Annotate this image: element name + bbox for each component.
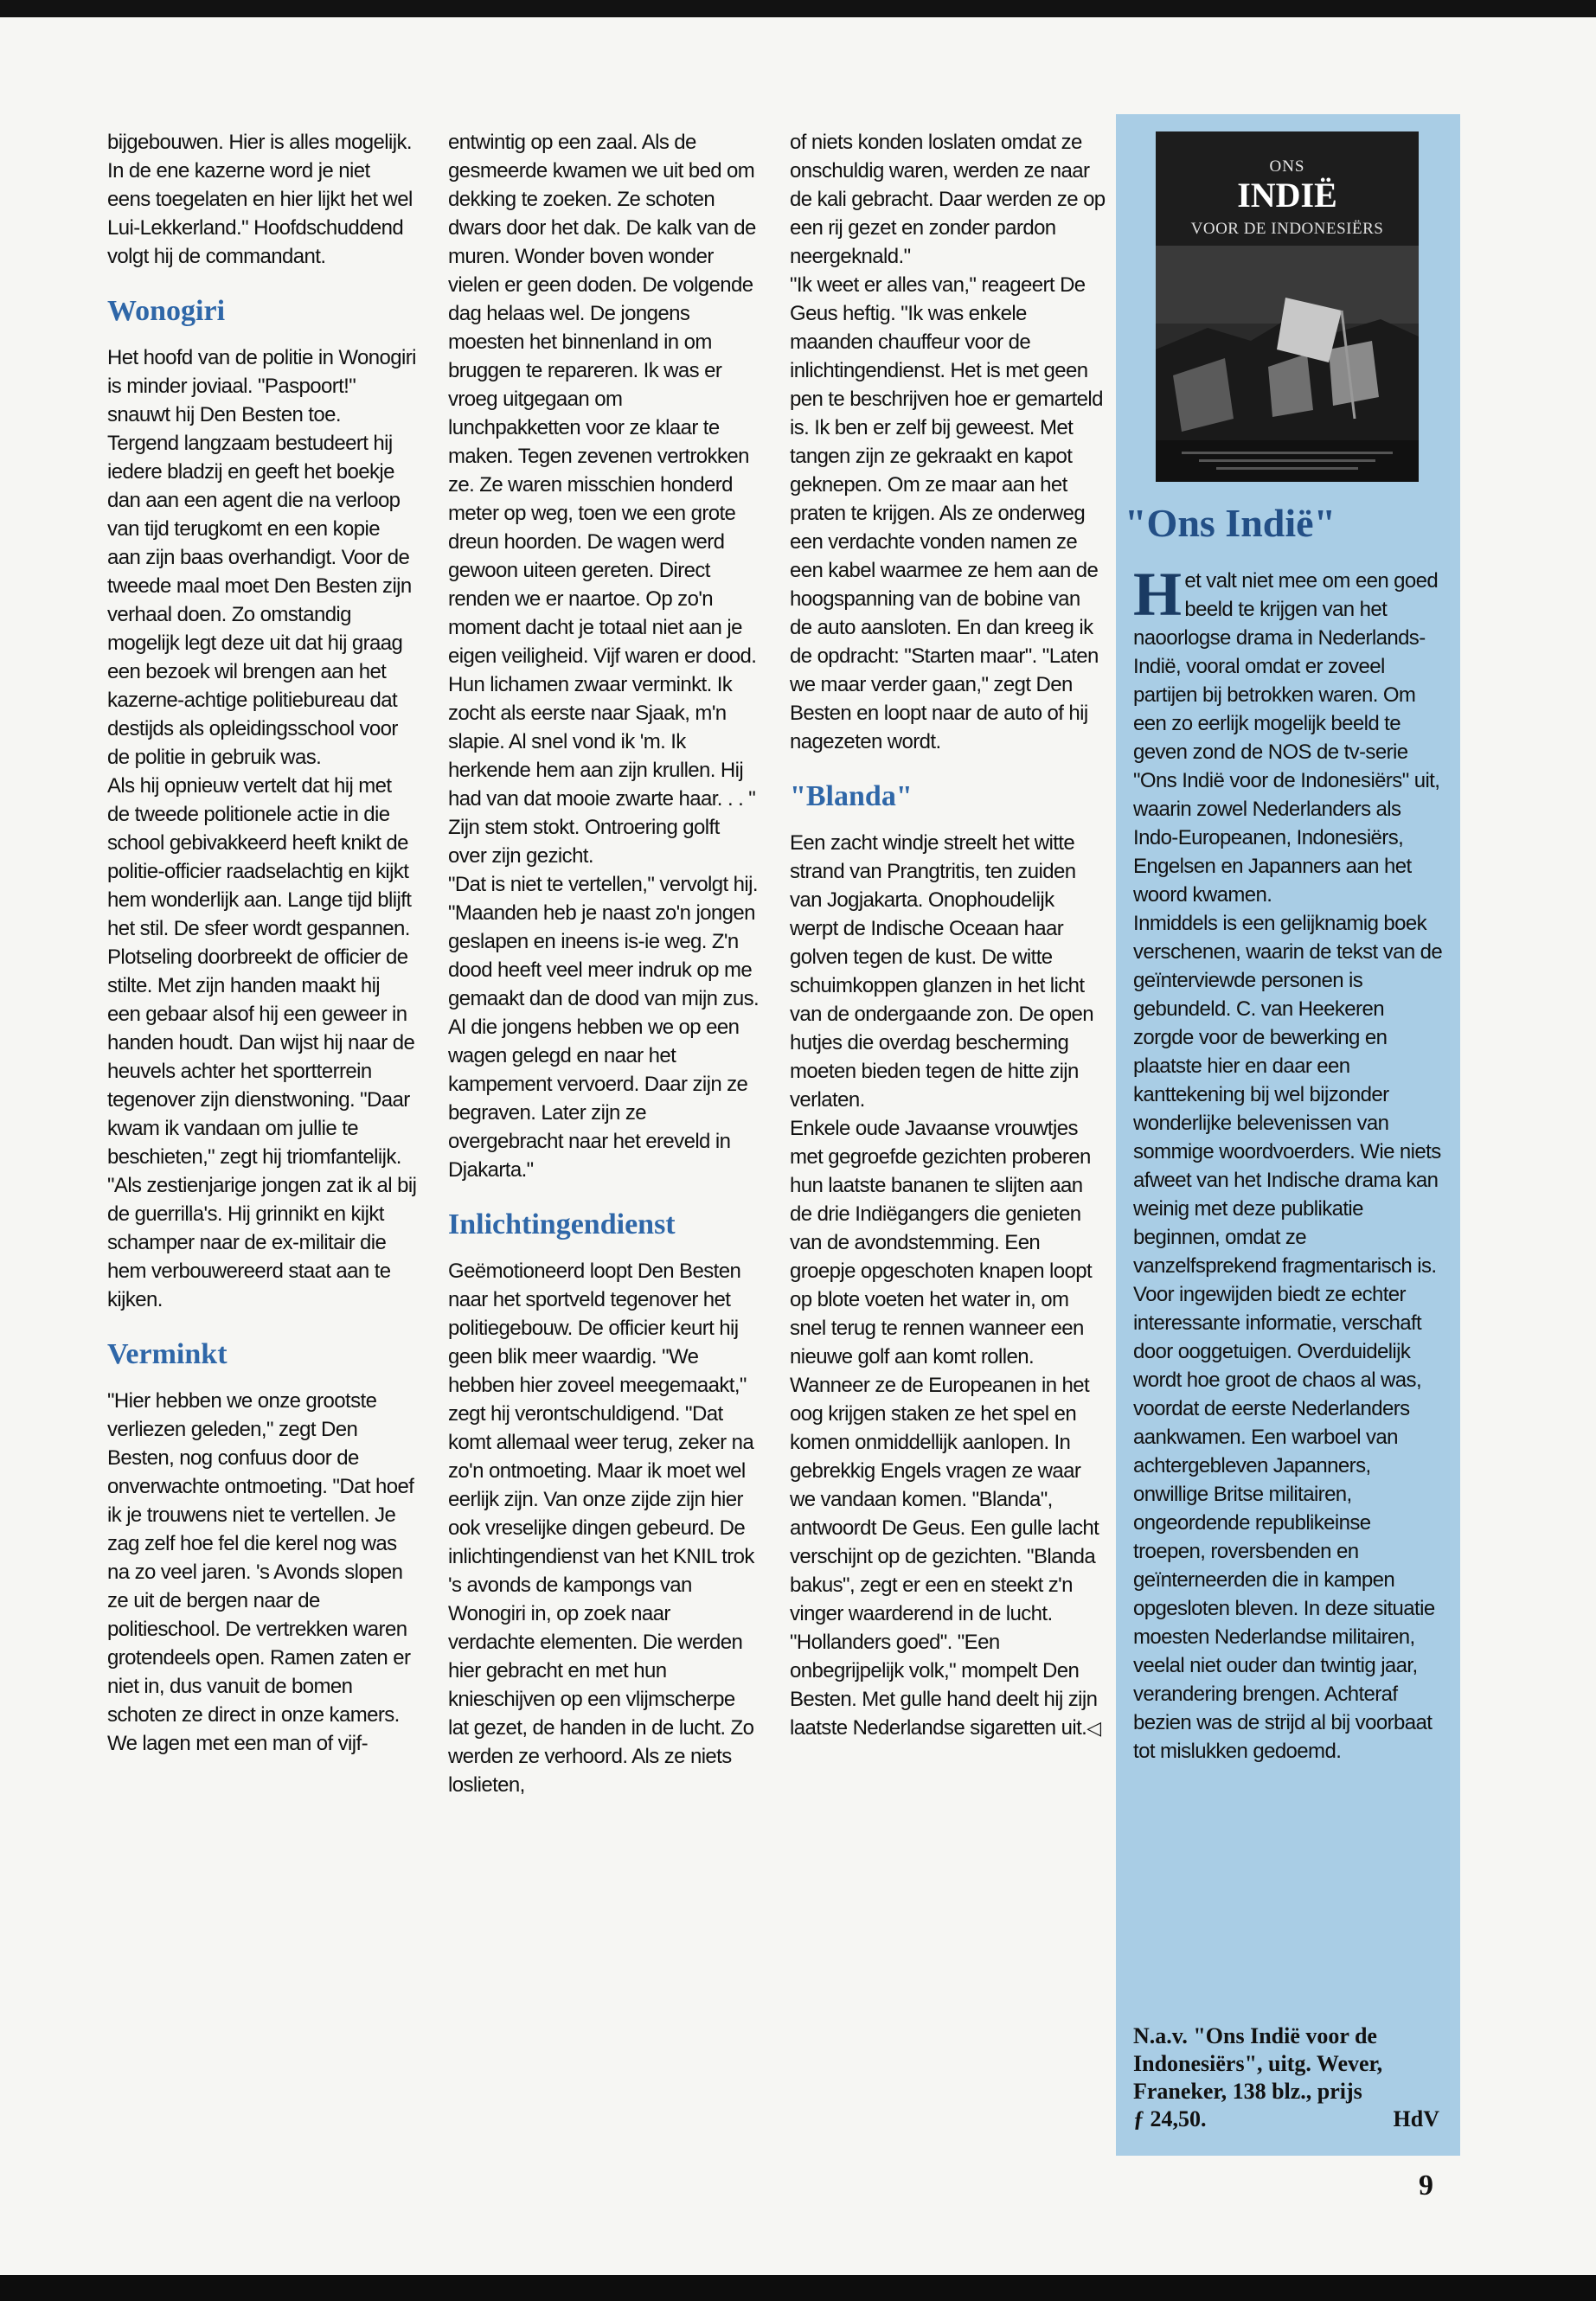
credit-line-price [1133, 2106, 1439, 2133]
section-heading-verminkt: Verminkt [107, 1338, 228, 1370]
paragraph: "Hier hebben we onze grootste verliezen geleden," zegt Den Besten, nog confuus door de onverwachte ontmoeting. "Dat hoef ik je trouwens niet te vertellen. Je zag zelf hoe fel die kerel nog was na zo veel jaren. 's Avonds slopen ze uit de bergen naar de politieschool. De vertrekken waren grotendeels open. Ramen zaten er niet in, dus vanuit de bomen schoten ze direct in onze kamers. We lagen met een man of vijf- [107, 1389, 414, 1755]
paragraph: Een zacht windje streelt het witte strand van Prangtritis, ten zuiden van Jogjakarta. Onophoudelijk werpt de Indische Oceaan haar golven tegen de kust. De witte schuimkoppen glanzen in het licht van de ondergaande zon. De open hutjes die overdag bescherming moeten bieden tegen de hitte zijn verlaten. [790, 831, 1094, 1112]
column-3 [790, 128, 1106, 1742]
section-heading-blanda: "Blanda" [790, 780, 913, 812]
scan-bottom-edge [0, 2275, 1596, 2301]
sidebar-title: "Ons Indië" [1125, 501, 1336, 545]
page-number: 9 [1419, 2170, 1433, 2202]
paragraph: Het hoofd van de politie in Wonogiri is minder joviaal. "Paspoort!" snauwt hij Den Besten toe. Tergend langzaam bestudeert hij iedere bladzij en geeft het boekje dan aan een agent die na verloop van tijd terugkomt en een kopie aan zijn baas overhandigt. Voor de tweede maal moet Den Besten zijn verhaal doen. Zo omstandig mogelijk legt deze uit dat hij graag een bezoek wil brengen aan het kazerne-achtige politiebureau dat destijds als opleidingsschool voor de politie in gebruik was. [107, 346, 416, 769]
sidebar-body [1133, 560, 1446, 1766]
sidebar-paragraph: Inmiddels is een gelijknamig boek verschenen, waarin de tekst van de geïnterviewde personen is gebundeld. C. van Heekeren zorgde voor de bewerking en plaatste hier en daar een kanttekening bij wel bijzonder wonderlijke belevenissen van sommige woordvoerders. Wie niets afweet van het Indische drama kan weinig met deze publikatie beginnen, omdat ze vanzelfsprekend fragmentarisch is. Voor ingewijden biedt ze echter interessante informatie, verschaft door ooggetuigen. Overduidelijk wordt hoe groot de chaos al was, voordat de eerste Nederlanders aankwamen. Een warboel van achtergebleven Japanners, onwillige Britse militairen, ongeordende republikeinse troepen, roversbenden en geïnterneerden die in kampen opgesloten bleven. In deze situatie moesten Nederlandse militairen, veelal niet ouder dan twintig jaar, verandering brengen. Achteraf bezien was de strijd al bij voorbaat tot mislukken gedoemd. [1133, 912, 1443, 1763]
book-cover-subtitle: VOOR DE INDONESIËRS [1190, 220, 1384, 238]
end-of-article-icon: ◁ [1086, 1717, 1101, 1739]
paragraph: "Ik weet er alles van," reageert De Geus heftig. "Ik was enkele maanden chauffeur voor de inlichtingendienst. Het is met geen pen te beschrijven hoe er gemarteld is. Ik ben er zelf bij geweest. Met tangen zijn ze gekraakt en kapot geknepen. Om ze maar aan het praten te krijgen. Als ze onderweg een verdachte vonden namen ze een kabel waarmee ze hem aan de hoogspanning van de bobine van de auto aansloten. En dan kreeg ik de opdracht: "Starten maar". "Laten we maar verder gaan," zegt Den Besten en loopt naar de auto of hij nagezeten wordt. [790, 273, 1103, 753]
paragraph-text: Enkele oude Javaanse vrouwtjes met gegroefde gezichten proberen hun laatste bananen te slijten aan de drie Indiëgangers die genieten van de avondstemming. Een groepje opgeschoten knapen loopt op blote voeten het water in, om snel terug te rennen wanneer een nieuwe golf aan komt rollen. Wanneer ze de Europeanen in het oog krijgen staken ze het spel en komen onmiddellijk aanlopen. In gebrekkig Engels vragen ze waar we vandaan komen. "Blanda", antwoordt De Geus. Een gulle lacht verschijnt op de gezichten. "Blanda bakus", zegt er een en steekt z'n vinger waarderend in de lucht. "Hollanders goed". "Een onbegrijpelijk volk," mompelt Den Besten. Met gulle hand deelt hij zijn laatste Nederlandse sigaretten uit. [790, 1117, 1099, 1740]
sidebar-paragraph: et valt niet mee om een goed beeld te krijgen van het naoorlogse drama in Nederlands-Indië, vooral omdat er zoveel partijen bij betrokken waren. Om een zo eerlijk mogelijk beeld te geven zond de NOS de tv-serie "Ons Indië voor de Indonesiërs" uit, waarin zowel Nederlanders als Indo-Europeanen, Indonesiërs, Engelsen en Japanners aan het woord kwamen. [1133, 569, 1440, 907]
book-cover-photo [1156, 246, 1419, 482]
book-cover-title-top: ONS [1269, 157, 1305, 176]
credit-price: ƒ 24,50. [1133, 2106, 1207, 2131]
drop-cap: H [1133, 560, 1182, 629]
book-credit [1133, 2022, 1439, 2133]
credit-line: N.a.v. "Ons Indië voor de [1133, 2023, 1377, 2048]
book-cover-title-main: INDIË [1237, 176, 1337, 215]
credit-line: Franeker, 138 blz., prijs [1133, 2079, 1362, 2104]
credit-line: Indonesiërs", uitg. Wever, [1133, 2051, 1383, 2076]
paragraph: Als hij opnieuw vertelt dat hij met de tweede politionele actie in die school gebivakkeerd heeft knikt de politie-officier raadselachtig en kijkt hem wonderlijk aan. Lange tijd blijft het stil. De sfeer wordt gespannen. Plotseling doorbreekt de officier de stilte. Met zijn handen maakt hij een gebaar alsof hij een geweer in handen houdt. Dan wijst hij naar de heuvels achter het sportterrein tegenover zijn dienstwoning. "Daar kwam ik vandaan om jullie te beschieten," zegt hij triomfantelijk. "Als zestienjarige jongen zat ik al bij de guerrilla's. Hij grinnikt en kijkt schamper naar de ex-militair die hem verbouwereerd staat aan te kijken. [107, 774, 417, 1311]
column-1 [107, 128, 417, 1758]
paragraph: Geëmotioneerd loopt Den Besten naar het sportveld tegenover het politiegebouw. De officier keurt hij geen blik meer waardig. "We hebben hier zoveel meegemaakt," zegt hij verontschuldigend. "Dat komt allemaal weer terug, zeker na zo'n ontmoeting. Maar ik moet wel eerlijk zijn. Van onze zijde zijn hier ook vreselijke dingen gebeurd. De inlichtingendienst van het KNIL trok 's avonds de kampongs van Wonogiri in, op zoek naar verdachte elementen. Die werden hier gebracht en met hun knieschijven op een vlijmscherpe lat gezet, de handen in de lucht. Zo werden ze verhoord. Als ze niets loslieten, [448, 1259, 754, 1797]
paragraph: entwintig op een zaal. Als de gesmeerde kwamen we uit bed om dekking te zoeken. Ze schoten dwars door het dak. De kalk van de muren. Wonder boven wonder vielen er geen doden. De volgende dag helaas wel. De jongens moesten het binnenland in om bruggen te repareren. Ik was er vroeg uitgegaan om lunchpakketten voor ze klaar te maken. Tegen zevenen vertrokken ze. Ze waren misschien honderd meter op weg, toen we een grote dreun hoorden. De wagen werd gewoon uiteen gereten. Direct renden we er naartoe. Op zo'n moment dacht je totaal niet aan je eigen veiligheid. Vijf waren er dood. Hun lichamen zwaar verminkt. Ik zocht als eerste naar Sjaak, m'n slapie. Al snel vond ik 'm. Ik herkende hem aan zijn krullen. Hij had van dat mooie zwarte haar. . . " Zijn stem stokt. Ontroering golft over zijn gezicht. [448, 131, 757, 868]
paragraph: bijgebouwen. Hier is alles mogelijk. In de ene kazerne word je niet eens toegelaten en hier lijkt het wel Lui-Lekkerland." Hoofdschuddend volgt hij de commandant. [107, 131, 413, 268]
paragraph [790, 1114, 1106, 1742]
book-cover-image [1156, 131, 1419, 482]
scan-top-edge [0, 0, 1596, 17]
paragraph: "Dat is niet te vertellen," vervolgt hij. "Maanden heb je naast zo'n jongen geslapen en ineens is-ie weg. Z'n dood heeft veel meer indruk op me gemaakt dan de dood van mijn zus. Al die jongens hebben we op een wagen gelegd en naar het kampement vervoerd. Daar zijn ze begraven. Later zijn ze overgebracht naar het ereveld in Djakarta." [448, 873, 760, 1182]
column-2 [448, 128, 760, 1799]
section-heading-inlichtingendienst: Inlichtingendienst [448, 1208, 676, 1240]
paragraph: of niets konden loslaten omdat ze onschuldig waren, werden ze naar de kali gebracht. Daar werden ze op een rij gezet en zonder pardon neergeknald." [790, 131, 1106, 268]
author-initials: HdV [1393, 2106, 1439, 2131]
section-heading-wonogiri: Wonogiri [107, 295, 226, 327]
